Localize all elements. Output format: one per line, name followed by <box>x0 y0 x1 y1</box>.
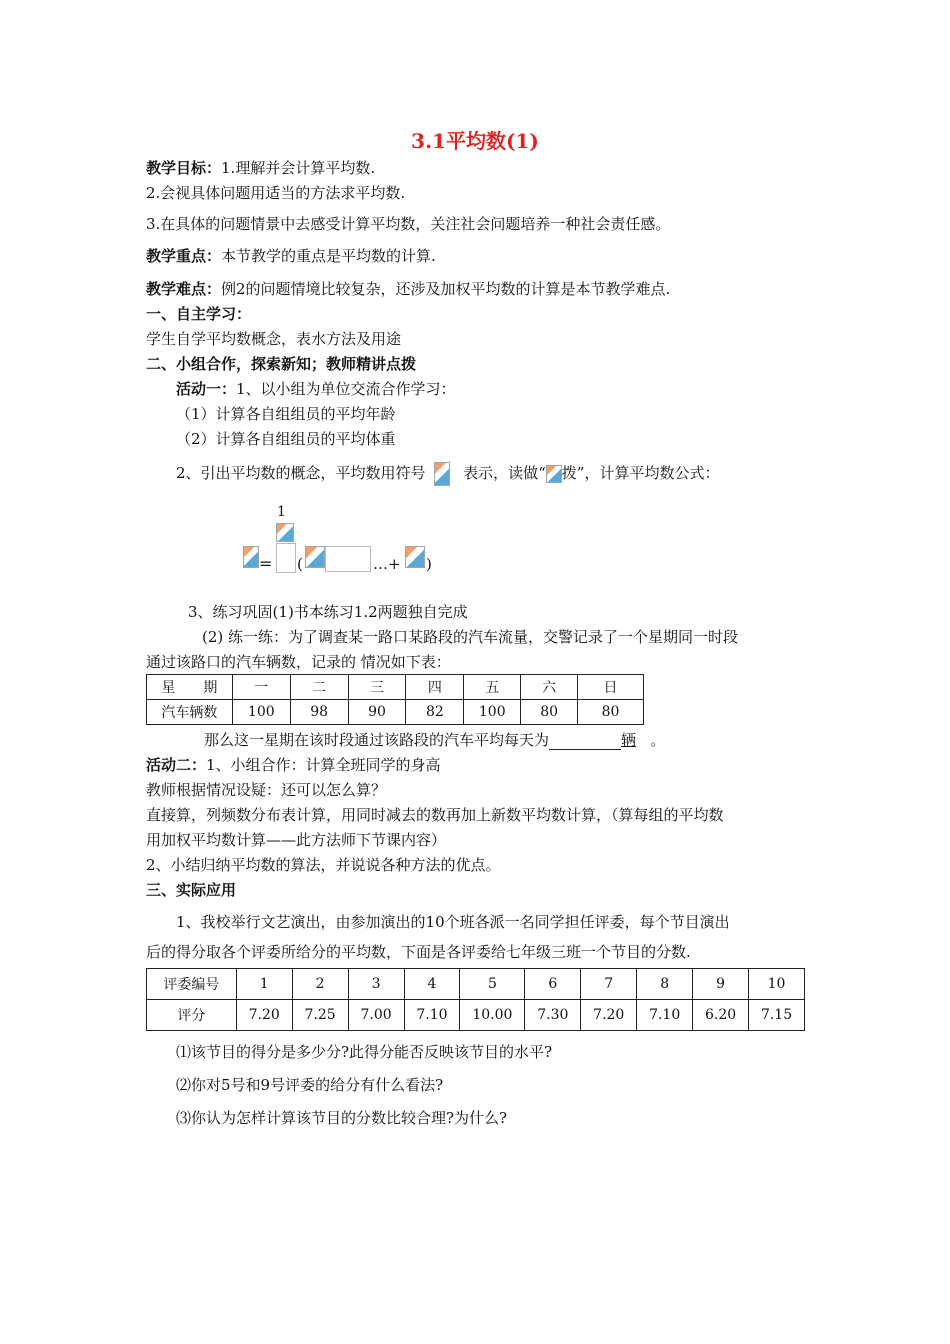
formula-x2-box <box>325 546 371 572</box>
table-cell: 7.10 <box>637 1000 693 1031</box>
table-cell: 一 <box>232 675 290 700</box>
formula-close-paren: ) <box>426 555 432 573</box>
table-cell: 6 <box>525 969 581 1000</box>
formula-fraction-box <box>276 543 296 573</box>
question-end: 。 <box>650 731 666 749</box>
table-cell: 10.00 <box>460 1000 525 1031</box>
section1-heading: 一、自主学习： <box>146 305 252 323</box>
activity1-label: 活动一： <box>176 380 237 398</box>
table-cell: 3 <box>348 969 404 1000</box>
table-row <box>147 1000 805 1031</box>
methods-line-1: 直接算，列频数分布表计算，用同时减去的数再加上新数平均数计算，（算每组的平均数 <box>146 806 724 824</box>
difficulty-line <box>146 279 670 299</box>
table-cell: 7.15 <box>749 1000 805 1031</box>
table-cell: 评委编号 <box>147 969 237 1000</box>
mean-symbol-image-icon <box>434 462 450 486</box>
concept-text-c: 拨”，计算平均数公式： <box>561 464 720 482</box>
page-title: 3.1平均数(1) <box>411 129 539 153</box>
practice-2-line-2: 通过该路口的汽车辆数，记录的 情况如下表： <box>146 653 451 671</box>
table-cell: 五 <box>464 675 521 700</box>
activity2-label: 活动二： <box>146 756 207 774</box>
teacher-question: 教师根据情况设疑：还可以怎么算？ <box>146 781 387 799</box>
practice-2-line-1: (2) 练一练：为了调查某一路口某路段的汽车流量，交警记录了一个星期同一时段 <box>202 628 739 646</box>
score-table <box>146 968 805 1031</box>
table-cell: 7.20 <box>581 1000 637 1031</box>
objectives-label: 教学目标： <box>146 159 222 177</box>
methods-line-2: 用加权平均数计算——此方法师下节课内容） <box>146 831 447 849</box>
formula-numerator: 1 <box>277 504 286 520</box>
formula-equals: = <box>259 554 273 573</box>
summary-line: 2、小结归纳平均数的算法，并说说各种方法的优点。 <box>146 856 501 874</box>
table-cell: 1 <box>236 969 292 1000</box>
answer-blank <box>549 733 621 750</box>
activity2-line <box>146 755 441 775</box>
formula-ellipsis-plus: …+ <box>373 555 401 573</box>
table-cell: 100 <box>232 700 290 725</box>
section1-text: 学生自学平均数概念，表水方法及用途 <box>146 330 402 348</box>
traffic-table <box>146 674 644 725</box>
table-cell: 10 <box>749 969 805 1000</box>
key-point-text: 本节教学的重点是平均数的计算. <box>221 247 436 265</box>
formula-xn-image-icon <box>405 546 425 568</box>
table-row <box>147 969 805 1000</box>
table-cell: 六 <box>521 675 578 700</box>
objectives-line-1 <box>146 158 375 178</box>
table-cell: 5 <box>460 969 525 1000</box>
table-cell: 90 <box>348 700 406 725</box>
table-cell: 7.00 <box>348 1000 404 1031</box>
formula-xbar-image-icon <box>243 546 259 568</box>
table-cell: 星 期 <box>147 675 233 700</box>
objective-1: 1.理解并会计算平均数. <box>221 159 376 177</box>
table-cell: 汽车辆数 <box>147 700 233 725</box>
table-cell: 6.20 <box>693 1000 749 1031</box>
table-cell: 评分 <box>147 1000 237 1031</box>
table-cell: 三 <box>348 675 406 700</box>
table-cell: 9 <box>693 969 749 1000</box>
table-cell: 8 <box>637 969 693 1000</box>
table-cell: 2 <box>292 969 348 1000</box>
application-line-1: 1、我校举行文艺演出，由参加演出的10个班各派一名同学担任评委，每个节目演出 <box>176 913 730 931</box>
formula-open-paren: ( <box>297 555 303 573</box>
table-cell: 4 <box>404 969 460 1000</box>
traffic-question-text: 那么这一星期在该时段通过该路段的汽车平均每天为 <box>204 731 550 749</box>
table-row <box>147 675 644 700</box>
section3-heading: 三、实际应用 <box>146 881 237 899</box>
application-line-2: 后的得分取各个评委所给分的平均数，下面是各评委给七年级三班一个节目的分数. <box>146 943 691 961</box>
table-cell: 98 <box>290 700 348 725</box>
formula-x1-image-icon <box>305 546 325 568</box>
table-cell: 100 <box>464 700 521 725</box>
difficulty-label: 教学难点： <box>146 280 222 298</box>
formula-n-image-icon <box>276 523 294 542</box>
table-cell: 7.20 <box>236 1000 292 1031</box>
table-cell: 7.10 <box>404 1000 460 1031</box>
table-cell: 80 <box>521 700 578 725</box>
table-cell: 7 <box>581 969 637 1000</box>
key-point-label: 教学重点： <box>146 247 222 265</box>
question-1: ⑴该节目的得分是多少分?此得分能否反映该节目的水平? <box>176 1043 553 1061</box>
activity1-text: 1、以小组为单位交流合作学习： <box>236 380 456 398</box>
concept-text-b: 表示，读做“ <box>463 464 546 482</box>
concept-line <box>176 462 719 486</box>
mean-reading-image-icon <box>546 465 562 483</box>
table-cell: 二 <box>290 675 348 700</box>
activity1-sub1: （1）计算各自组组员的平均年龄 <box>176 405 396 423</box>
activity1-sub2: （2）计算各自组组员的平均体重 <box>176 430 396 448</box>
table-cell: 82 <box>406 700 464 725</box>
section2-heading: 二、小组合作，探索新知；教师精讲点拨 <box>146 355 417 373</box>
question-2: ⑵你对5号和9号评委的给分有什么看法? <box>176 1076 444 1094</box>
traffic-question <box>204 730 665 750</box>
table-cell: 四 <box>406 675 464 700</box>
key-point-line <box>146 246 436 266</box>
activity1-line <box>176 379 456 399</box>
objective-2: 2.会视具体问题用适当的方法求平均数. <box>146 184 406 202</box>
concept-text-a: 2、引出平均数的概念，平均数用符号 <box>176 464 426 482</box>
table-cell: 日 <box>578 675 644 700</box>
activity2-text: 1、小组合作：计算全班同学的身高 <box>206 756 441 774</box>
question-3: ⑶你认为怎样计算该节目的分数比较合理?为什么? <box>176 1109 508 1127</box>
table-cell: 7.25 <box>292 1000 348 1031</box>
difficulty-text: 例2的问题情境比较复杂，还涉及加权平均数的计算是本节教学难点. <box>221 280 671 298</box>
table-cell: 80 <box>578 700 644 725</box>
answer-unit: 辆 <box>621 731 637 749</box>
practice-1: 3、练习巩固(1)书本练习1.2两题独自完成 <box>188 603 468 621</box>
objective-3: 3.在具体的问题情景中去感受计算平均数，关注社会问题培养一种社会责任感。 <box>146 215 671 233</box>
table-row <box>147 700 644 725</box>
table-cell: 7.30 <box>525 1000 581 1031</box>
